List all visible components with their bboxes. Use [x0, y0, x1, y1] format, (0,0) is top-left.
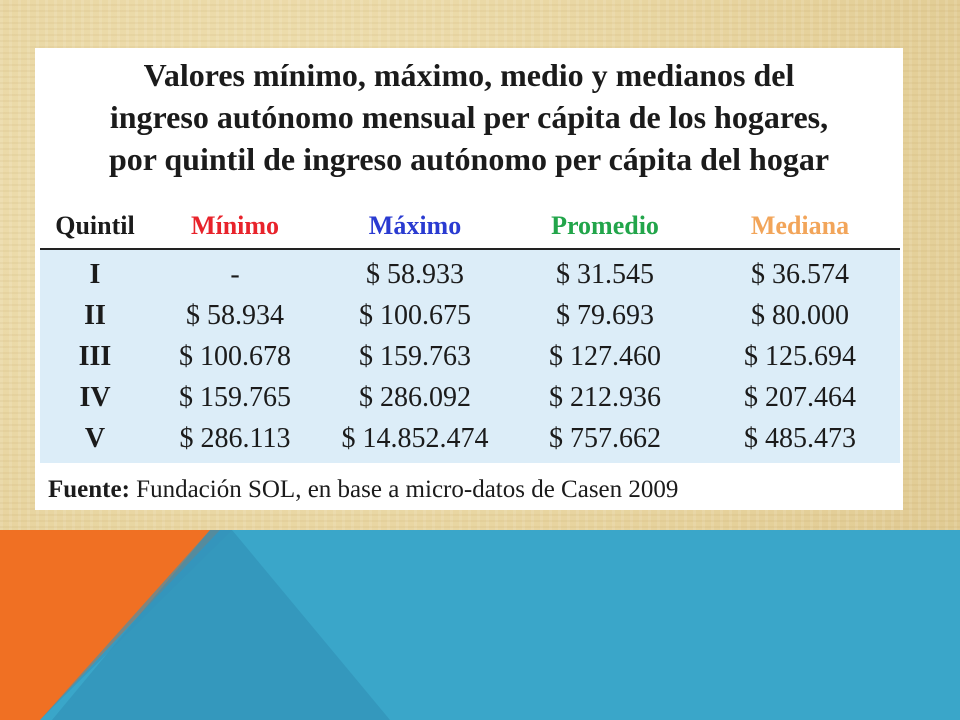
band-shapes	[0, 530, 960, 720]
source-label: Fuente:	[48, 476, 130, 503]
cell-mediana: $ 485.473	[744, 422, 856, 454]
title-line-3: por quintil de ingreso autónomo per cápita del hogar	[108, 141, 830, 177]
cell-quintil: II	[84, 299, 106, 331]
cell-maximo: $ 58.933	[366, 258, 464, 290]
cell-mediana: $ 207.464	[744, 381, 856, 413]
cell-minimo: $ 58.934	[186, 299, 284, 331]
header-quintil: Quintil	[40, 204, 150, 249]
source-note	[48, 476, 678, 504]
cell-maximo: $ 286.092	[359, 381, 471, 413]
cell-promedio: $ 79.693	[556, 299, 654, 331]
cell-maximo: $ 14.852.474	[341, 422, 489, 454]
cell-mediana: $ 80.000	[751, 299, 849, 331]
table-row	[40, 336, 900, 377]
quintile-table	[40, 204, 900, 463]
cell-maximo: $ 159.763	[359, 340, 471, 372]
table-row	[40, 249, 900, 295]
cell-minimo: -	[230, 258, 240, 290]
cell-minimo: $ 100.678	[179, 340, 291, 372]
cell-maximo: $ 100.675	[359, 299, 471, 331]
header-promedio: Promedio	[510, 204, 700, 249]
cell-minimo: $ 159.765	[179, 381, 291, 413]
header-minimo: Mínimo	[150, 204, 320, 249]
bottom-decorative-band	[0, 530, 960, 720]
cell-quintil: I	[89, 258, 101, 290]
cell-mediana: $ 36.574	[751, 258, 849, 290]
title-line-1: Valores mínimo, máximo, medio y medianos del	[143, 57, 795, 93]
table-row	[40, 295, 900, 336]
header-maximo: Máximo	[320, 204, 510, 249]
cell-quintil: IV	[79, 381, 111, 413]
quintile-table-container	[40, 204, 900, 463]
cell-promedio: $ 757.662	[549, 422, 661, 454]
title-line-2: ingreso autónomo mensual per cápita de los hogares,	[109, 99, 829, 135]
slide-content-card	[35, 48, 903, 510]
cell-quintil: III	[78, 340, 112, 372]
table-header-row	[40, 204, 900, 249]
cell-promedio: $ 127.460	[549, 340, 661, 372]
cell-minimo: $ 286.113	[179, 422, 291, 454]
cell-promedio: $ 212.936	[549, 381, 661, 413]
slide-title	[35, 54, 903, 180]
cell-quintil: V	[84, 422, 106, 454]
cell-mediana: $ 125.694	[744, 340, 856, 372]
cell-promedio: $ 31.545	[556, 258, 654, 290]
table-row	[40, 418, 900, 463]
source-text: Fundación SOL, en base a micro-datos de Casen 2009	[129, 476, 679, 503]
table-row	[40, 377, 900, 418]
header-mediana: Mediana	[700, 204, 900, 249]
